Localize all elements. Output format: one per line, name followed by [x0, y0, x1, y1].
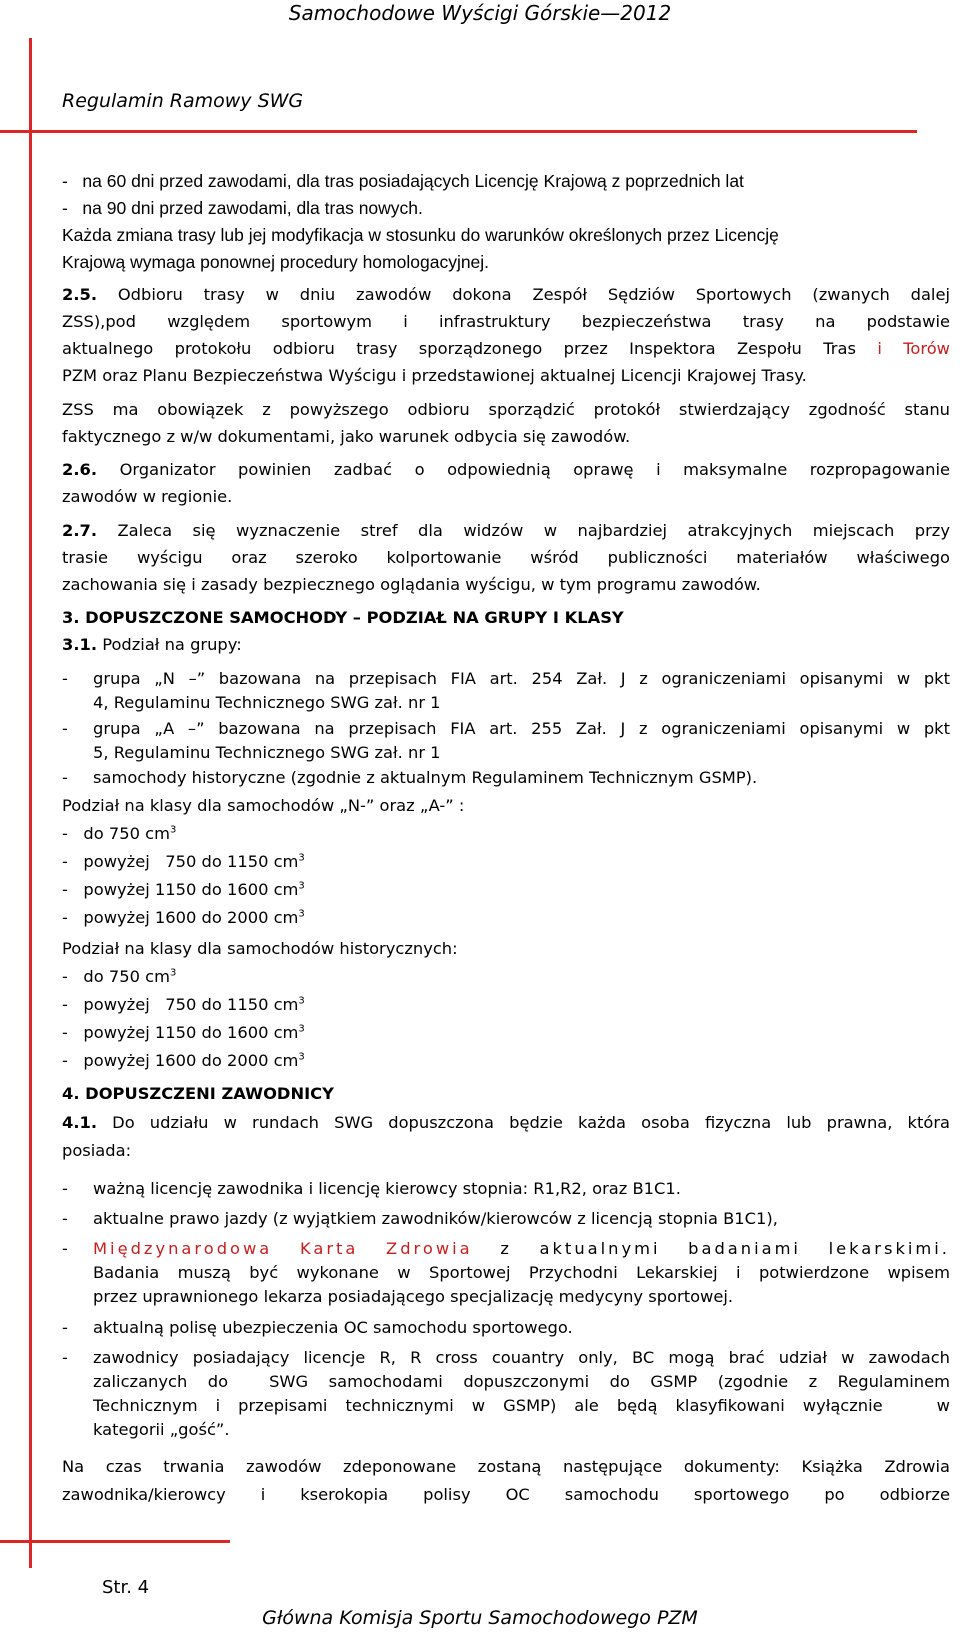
- paragraph-line: ZSS ma obowiązek z powyższego odbioru sporządzić protokół stwierdzający zgodność stanu: [62, 400, 950, 419]
- section-heading-3: 3. DOPUSZCZONE SAMOCHODY – PODZIAŁ NA GRUPY I KLASY: [62, 608, 624, 627]
- paragraph-line: faktycznego z w/w dokumentami, jako warunek odbycia się zawodów.: [62, 427, 631, 446]
- class-item: - powyżej 1600 do 2000 $cm^3$: [62, 1051, 305, 1070]
- list-dash: -: [62, 768, 68, 787]
- paragraph-line: zawodnika/kierowcy i kserokopia polisy OC samochodu sportowego po odbiorze: [62, 1485, 950, 1504]
- list-dash: -: [62, 1348, 68, 1367]
- paragraph-line: ZSS),pod względem sportowym i infrastruktury bezpieczeństwa trasy na podstawie: [62, 312, 950, 331]
- paragraph-line: Na czas trwania zawodów zdeponowane zostaną następujące dokumenty: Książka Zdrowia: [62, 1457, 950, 1476]
- list-item: grupa „N –” bazowana na przepisach FIA art. 254 Zał. J z ograniczeniami opisanymi w pkt 4, Regulaminu Technicznego SWG zał. nr 1: [93, 669, 950, 712]
- page-number: Str. 4: [102, 1577, 150, 1598]
- paragraph-line: zachowania się i zasady bezpiecznego oglądania wyścigu, w tym programu zawodów.: [62, 575, 761, 594]
- paragraph-4-1-line: 4.1. Do udziału w rundach SWG dopuszczona będzie każda osoba fizyczna lub prawna, która: [62, 1113, 950, 1132]
- list-dash: -: [62, 1209, 68, 1228]
- class-item: - powyżej 750 do 1150 $cm^3$: [62, 852, 305, 871]
- class-item: - do 750 $cm^3$: [62, 967, 177, 986]
- list-dash: -: [62, 1318, 68, 1337]
- list-item: - na 60 dni przed zawodami, dla tras posiadających Licencję Krajową z poprzednich lat: [62, 171, 744, 191]
- paragraph-3-1: 3.1. Podział na grupy:: [62, 635, 242, 654]
- header-subtitle: Regulamin Ramowy SWG: [62, 90, 304, 112]
- list-dash: -: [62, 1239, 68, 1258]
- paragraph-line: Krajową wymaga ponownej procedury homologacyjnej.: [62, 252, 490, 272]
- header-rule: [0, 130, 917, 133]
- list-item: ważną licencję zawodnika i licencję kierowcy stopnia: R1,R2, oraz B1C1.: [93, 1179, 681, 1198]
- paragraph-line: PZM oraz Planu Bezpieczeństwa Wyścigu i przedstawionej aktualnej Licencji Krajowej Trasy.: [62, 366, 807, 385]
- paragraph-line: Podział na klasy dla samochodów historycznych:: [62, 939, 458, 958]
- list-item: aktualną polisę ubezpieczenia OC samochodu sportowego.: [93, 1318, 573, 1337]
- class-item: - do 750 $cm^3$: [62, 824, 177, 843]
- section-heading-4: 4. DOPUSZCZENI ZAWODNICY: [62, 1084, 334, 1103]
- list-item: - na 90 dni przed zawodami, dla tras nowych.: [62, 198, 423, 218]
- list-dash: -: [62, 1179, 68, 1198]
- list-item: samochody historyczne (zgodnie z aktualnym Regulaminem Technicznym GSMP).: [93, 768, 758, 787]
- list-item: zawodnicy posiadający licencje R, R cross couantry only, BC mogą brać udział w zawodach zaliczanych do SWG samochodami dopuszczonymi do GSMP (zgodnie z Regulaminem Technicznym i przepisami technicznymi w GSMP) ale będą klasyfikowani wyłącznie w kategorii „gość”.: [93, 1348, 950, 1439]
- header-title: Samochodowe Wyścigi Górskie—2012: [288, 1, 672, 25]
- paragraph-line: Podział na klasy dla samochodów „N-” oraz „A-” :: [62, 796, 465, 815]
- paragraph-line: posiada:: [62, 1141, 132, 1160]
- paragraph-2-5-line: 2.5. Odbioru trasy w dniu zawodów dokona Zespół Sędziów Sportowych (zwanych dalej: [62, 285, 950, 304]
- paragraph-line: Każda zmiana trasy lub jej modyfikacja w stosunku do warunków określonych przez Licencję: [62, 225, 779, 245]
- list-dash: -: [62, 719, 68, 738]
- class-item: - powyżej 1150 do 1600 $cm^3$: [62, 880, 305, 899]
- paragraph-line: zawodów w regionie.: [62, 487, 233, 506]
- paragraph-2-7-line: 2.7. Zaleca się wyznaczenie stref dla widzów w najbardziej atrakcyjnych miejscach przy: [62, 521, 950, 540]
- class-item: - powyżej 1600 do 2000 $cm^3$: [62, 908, 305, 927]
- paragraph-line: aktualnego protokołu odbioru trasy sporządzonego przez Inspektora Zespołu Tras i Torów: [62, 339, 951, 358]
- footer-rule: [0, 1540, 230, 1543]
- class-item: - powyżej 750 do 1150 $cm^3$: [62, 995, 305, 1014]
- paragraph-2-6-line: 2.6. Organizator powinien zadbać o odpowiednią oprawę i maksymalne rozpropagowanie: [62, 460, 950, 479]
- class-item: - powyżej 1150 do 1600 $cm^3$: [62, 1023, 305, 1042]
- list-dash: -: [62, 669, 68, 688]
- footer-text: Główna Komisja Sportu Samochodowego PZM: [262, 1607, 698, 1629]
- list-item: aktualne prawo jazdy (z wyjątkiem zawodników/kierowców z licencją stopnia B1C1),: [93, 1209, 778, 1228]
- list-item: grupa „A –” bazowana na przepisach FIA art. 255 Zał. J z ograniczeniami opisanymi w pkt 5, Regulaminu Technicznego SWG zał. nr 1: [93, 719, 950, 762]
- paragraph-line: trasie wyścigu oraz szeroko kolportowanie wśród publiczności materiałów właściwego: [62, 548, 950, 567]
- list-item: Międzynarodowa Karta Zdrowia z aktualnymi badaniami lekarskimi. Badania muszą być wykonane w Sportowej Przychodni Lekarskiej i potwierdzone wpisem przez uprawnionego lekarza posiadającego specjalizację medycyny sportowej.: [93, 1239, 950, 1306]
- margin-line-vertical: [29, 38, 32, 1568]
